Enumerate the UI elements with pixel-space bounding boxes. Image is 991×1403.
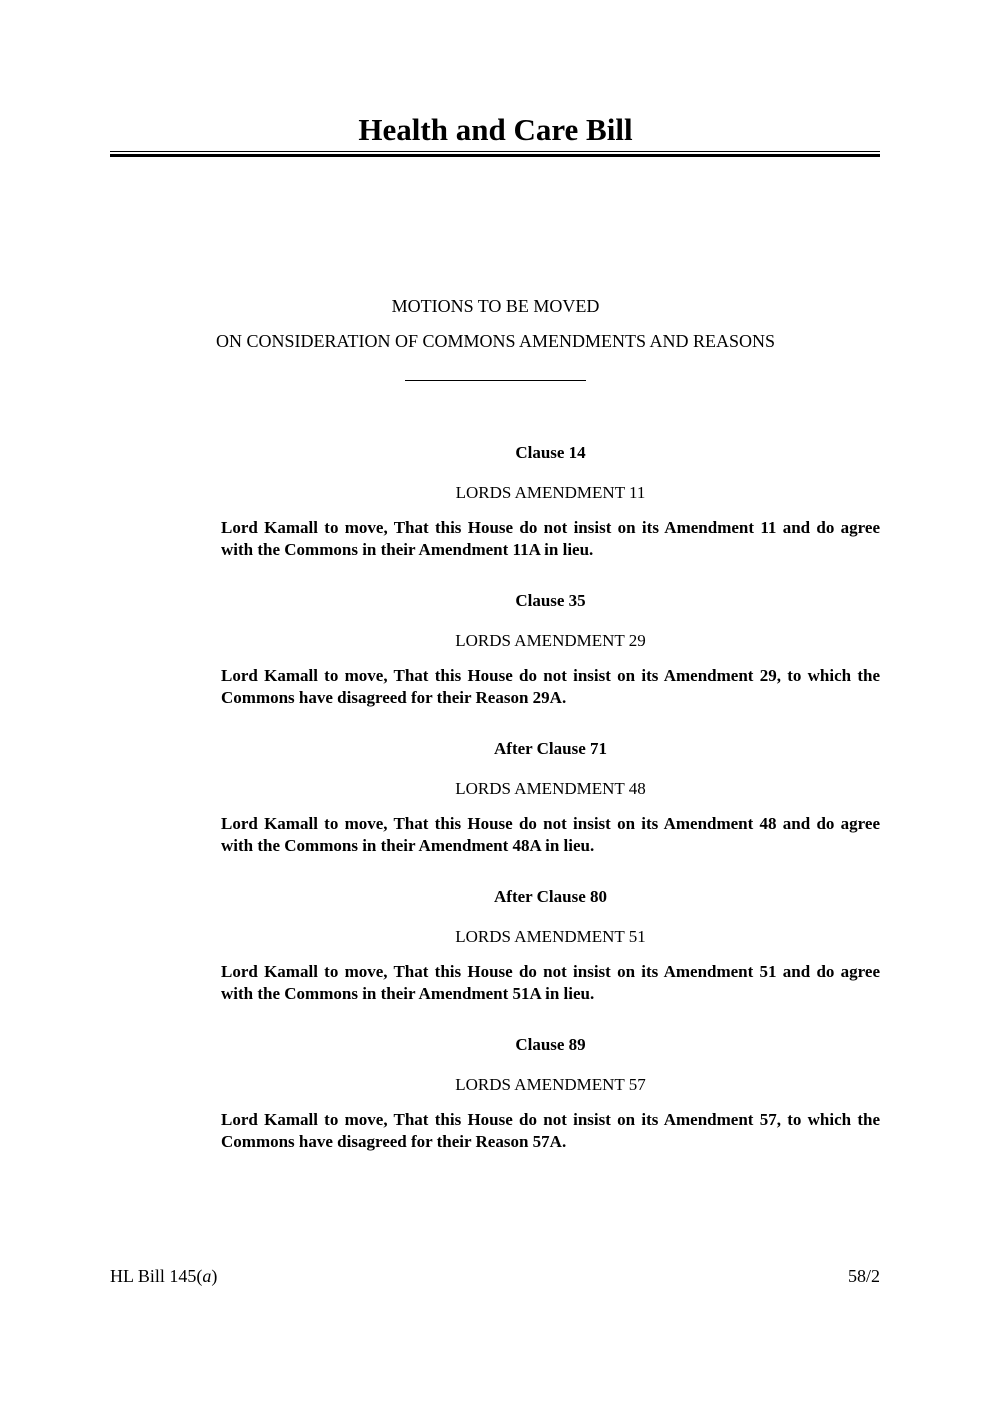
amendment-heading: LORDS AMENDMENT 51 [455,927,646,946]
clause-heading: Clause 14 [515,443,586,462]
bill-number [110,1264,217,1288]
motion-text: Lord Kamall to move, That this House do not insist on its Amendment 29, to which the Commons have disagreed for their Reason 29A. [221,666,880,707]
motion-text: Lord Kamall to move, That this House do not insist on its Amendment 57, to which the Commons have disagreed for their Reason 57A. [221,1110,880,1151]
title-rule-thick [110,154,880,157]
amendment-heading: LORDS AMENDMENT 29 [455,631,646,650]
clause-heading: Clause 89 [515,1035,586,1054]
amendment-heading: LORDS AMENDMENT 48 [455,779,646,798]
motion-text: Lord Kamall to move, That this House do not insist on its Amendment 51 and do agree with the Commons in their Amendment 51A in lieu. [221,962,880,1003]
title-rule-thin [110,151,880,152]
motion-section [221,1034,880,1153]
document-title: Health and Care Bill [358,112,633,147]
bill-number-close: ) [211,1266,218,1286]
clause-heading: After Clause 80 [494,887,607,906]
subtitle-line-1: MOTIONS TO BE MOVED [391,296,600,316]
motion-section [221,738,880,857]
motions-list [221,442,880,1182]
motion-section [221,590,880,709]
motion-text: Lord Kamall to move, That this House do not insist on its Amendment 48 and do agree with the Commons in their Amendment 48A in lieu. [221,814,880,855]
bill-number-suffix: a [202,1266,212,1286]
amendment-heading: LORDS AMENDMENT 57 [455,1075,646,1094]
subtitle-line-2: ON CONSIDERATION OF COMMONS AMENDMENTS AND REASONS [215,331,776,351]
clause-heading: After Clause 71 [494,739,607,758]
section-divider [405,380,586,381]
motion-section [221,442,880,561]
clause-heading: Clause 35 [515,591,586,610]
bill-number-prefix: HL Bill 145( [110,1266,203,1286]
motion-text: Lord Kamall to move, That this House do not insist on its Amendment 11 and do agree with the Commons in their Amendment 11A in lieu. [221,518,880,559]
page-reference: 58/2 [847,1266,880,1286]
motion-section [221,886,880,1005]
amendment-heading: LORDS AMENDMENT 11 [455,483,646,502]
